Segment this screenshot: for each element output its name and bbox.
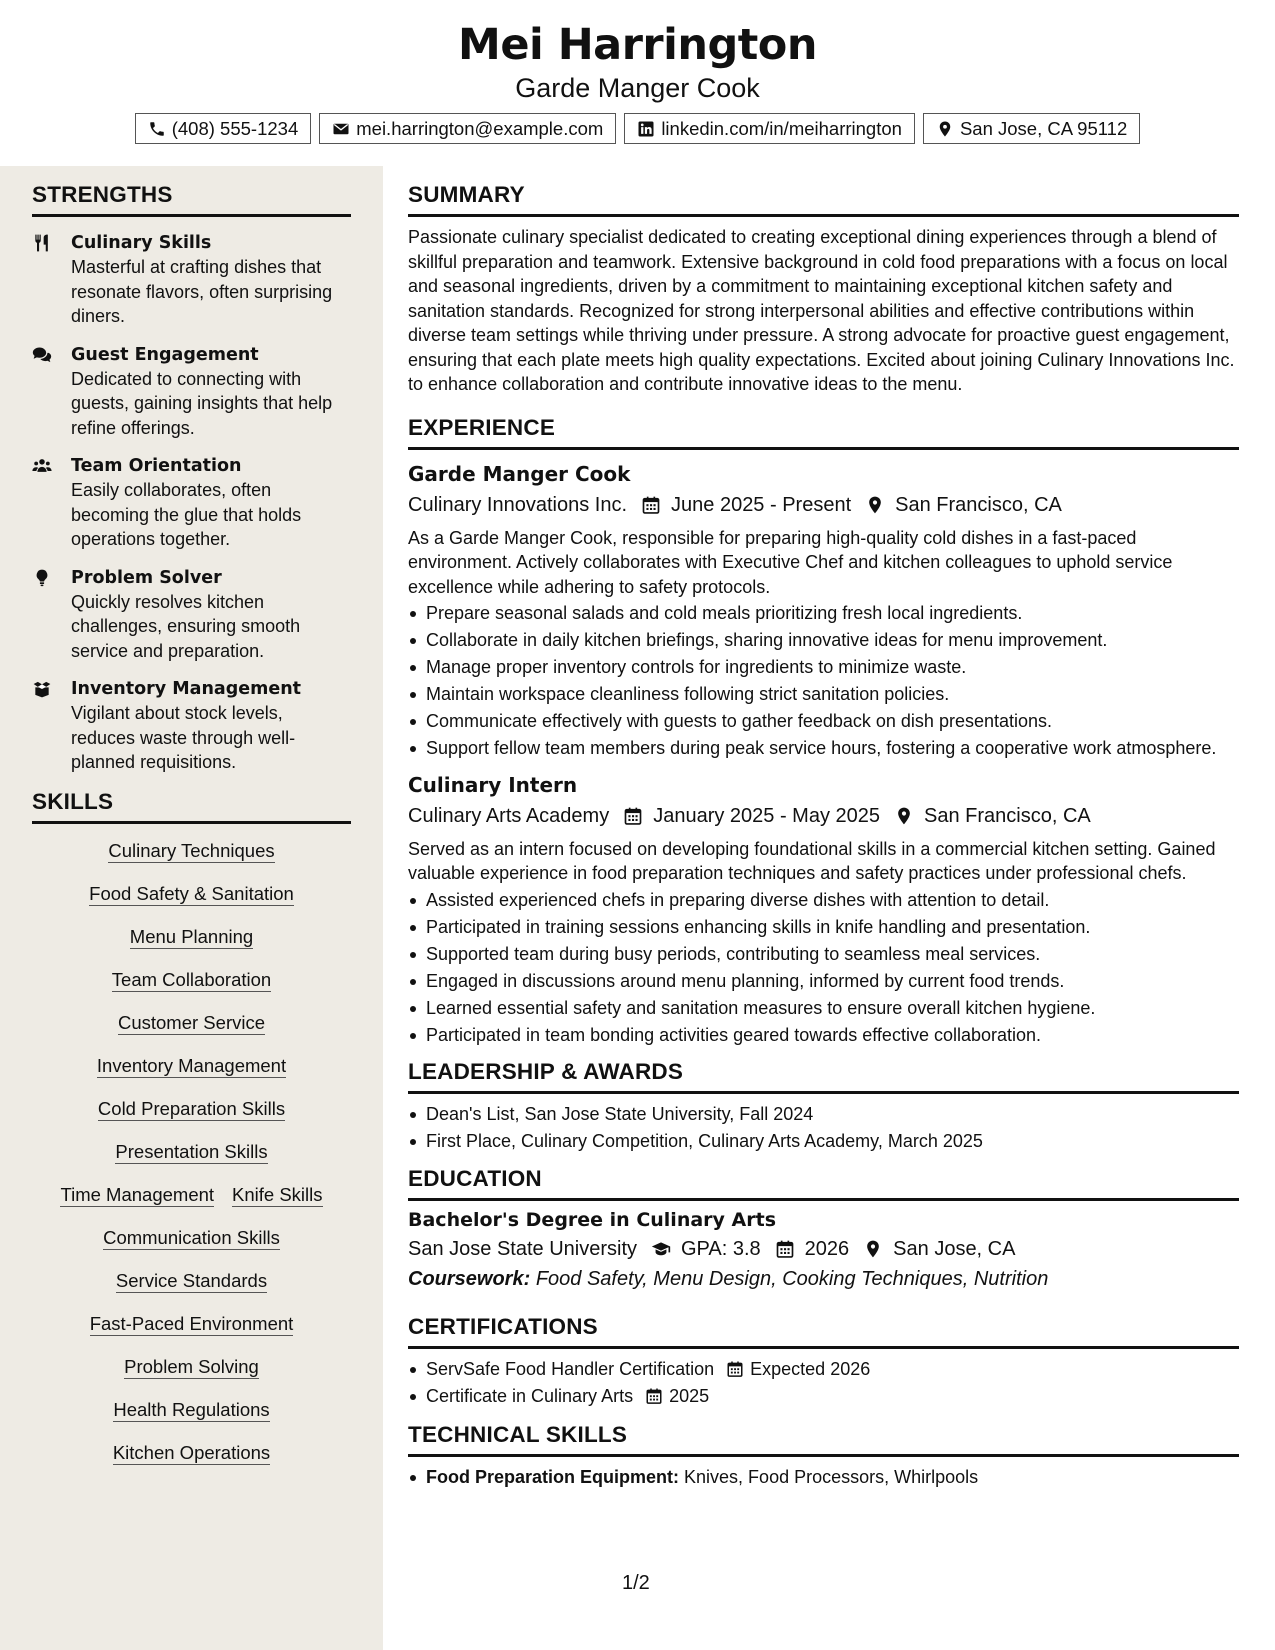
education-school	[408, 1234, 637, 1264]
skill-tag: Kitchen Operations	[112, 1441, 271, 1463]
main-column	[408, 166, 1239, 1492]
technical-label: Food Preparation Equipment:	[426, 1467, 680, 1487]
skill-tag: Menu Planning	[129, 925, 254, 947]
education-year	[775, 1234, 850, 1264]
skill-row	[32, 1354, 351, 1381]
job-company-text: Culinary Arts Academy	[408, 804, 610, 827]
skill-row	[32, 1225, 351, 1252]
list-item: Support fellow team members during peak service hours, fostering a cooperative work atmosphere.	[408, 736, 1239, 761]
contact-phone[interactable]	[135, 113, 312, 144]
skill-row	[32, 881, 351, 908]
strength-desc: Dedicated to connecting with guests, gaining insights that help refine offerings.	[71, 368, 333, 438]
contact-linkedin[interactable]	[624, 113, 915, 144]
education-heading: EDUCATION	[408, 1166, 1239, 1201]
skill-row	[32, 1053, 351, 1080]
list-item: Dean's List, San Jose State University, Fall 2024	[408, 1102, 1239, 1127]
technical-value: Knives, Food Processors, Whirlpools	[684, 1467, 979, 1487]
job-company	[408, 490, 627, 520]
skill-row	[32, 1182, 351, 1209]
awards-heading: LEADERSHIP & AWARDS	[408, 1059, 1239, 1094]
list-item	[408, 1384, 1239, 1409]
list-item: Prepare seasonal salads and cold meals prioritizing fresh local ingredients.	[408, 601, 1239, 626]
skill-tag: Knife Skills	[232, 1183, 323, 1205]
graduation-cap-icon	[651, 1239, 671, 1259]
job-title: Garde Manger Cook	[408, 461, 631, 486]
calendar-icon	[775, 1239, 795, 1259]
map-pin-icon	[865, 495, 885, 515]
strength-title: Team Orientation	[71, 456, 242, 476]
list-item: Manage proper inventory controls for ingredients to minimize waste.	[408, 655, 1239, 680]
skills-list	[32, 838, 351, 1483]
skill-tag: Food Safety & Sanitation	[89, 882, 294, 904]
summary-heading: SUMMARY	[408, 182, 1239, 217]
contact-email[interactable]	[319, 113, 616, 144]
job-dates	[641, 490, 851, 520]
phone-icon	[148, 120, 166, 138]
education-degree: Bachelor's Degree in Culinary Arts	[408, 1208, 777, 1231]
contact-phone-text: (408) 555-1234	[171, 117, 299, 139]
job-location	[894, 801, 1091, 831]
skill-tag: Customer Service	[117, 1011, 265, 1033]
job-title: Culinary Intern	[408, 772, 578, 797]
strength-desc: Masterful at crafting dishes that resonate flavors, often surprising diners.	[71, 257, 333, 326]
skill-tag: Health Regulations	[113, 1398, 270, 1420]
calendar-icon	[623, 806, 643, 826]
skill-tag: Communication Skills	[103, 1226, 280, 1248]
skill-row	[32, 1440, 351, 1467]
summary-text: Passionate culinary specialist dedicated to creating exceptional dining experiences through a blend of skillful preparation and teamwork. Extensive background in cold food preparations with a focus on local and seasonal ingredients, driven by a commitment to maintaining exceptional kitchen safety and sanitation standards. Recognized for strong interpersonal abilities and effective contributions within diverse team settings while thriving under pressure. A strong advocate for proactive guest engagement, ensuring that each plate meets high quality expectations. Excited about joining Culinary Innovations Inc. to enhance collaboration and contribute innovative ideas to the menu.	[408, 227, 1235, 394]
skill-row	[32, 967, 351, 994]
technical-skills-heading: TECHNICAL SKILLS	[408, 1422, 1239, 1457]
chat-bubbles-icon	[32, 345, 52, 365]
certifications-list	[408, 1357, 1239, 1409]
skill-tag: Fast-Paced Environment	[89, 1312, 294, 1334]
education-location-text: San Jose, CA	[893, 1237, 1016, 1260]
calendar-icon	[645, 1387, 663, 1405]
skills-heading: SKILLS	[32, 789, 351, 824]
skill-tag: Team Collaboration	[111, 968, 272, 990]
list-item: Maintain workspace cleanliness following strict sanitation policies.	[408, 682, 1239, 707]
strength-desc: Easily collaborates, often becoming the glue that holds operations together.	[71, 480, 302, 549]
skill-tag: Inventory Management	[96, 1054, 287, 1076]
skill-row	[32, 1010, 351, 1037]
lightbulb-icon	[32, 568, 52, 588]
strength-title: Culinary Skills	[71, 233, 212, 253]
education-meta	[408, 1234, 1239, 1264]
map-pin-icon	[894, 806, 914, 826]
skill-tag: Problem Solving	[124, 1355, 259, 1377]
candidate-name: Mei Harrington	[458, 20, 817, 70]
page-number: 1/2	[622, 1572, 650, 1594]
map-pin-icon	[936, 120, 954, 138]
job-description: As a Garde Manger Cook, responsible for preparing high-quality cold dishes in a fast-paced environment. Actively collaborates with Executive Chef and kitchen colleagues to uphold service excellence while adhering to safety protocols.	[408, 527, 1173, 597]
education-gpa-text: GPA: 3.8	[681, 1237, 761, 1260]
job-location-text: San Francisco, CA	[924, 804, 1091, 827]
strength-title: Problem Solver	[71, 567, 222, 588]
strength-item	[32, 677, 351, 775]
job-bullets	[408, 888, 1239, 1048]
strength-item	[32, 454, 351, 552]
contact-bar	[0, 113, 1275, 144]
job-entry	[408, 771, 1239, 1048]
users-icon	[32, 456, 52, 476]
coursework-text: Food Safety, Menu Design, Cooking Techniques, Nutrition	[535, 1267, 1049, 1290]
list-item: Participated in training sessions enhancing skills in knife handling and presentation.	[408, 915, 1239, 940]
strength-item	[32, 566, 351, 664]
list-item	[408, 1465, 1239, 1490]
skill-row	[32, 924, 351, 951]
job-company-text: Culinary Innovations Inc.	[408, 493, 628, 516]
list-item: Assisted experienced chefs in preparing diverse dishes with attention to detail.	[408, 888, 1239, 913]
skill-row	[32, 838, 351, 865]
cert-date: 2025	[669, 1385, 710, 1406]
envelope-icon	[332, 120, 350, 138]
resume-header	[0, 0, 1275, 166]
list-item: Engaged in discussions around menu planning, informed by current food trends.	[408, 969, 1239, 994]
strength-item	[32, 343, 351, 441]
experience-heading: EXPERIENCE	[408, 415, 1239, 450]
contact-email-text: mei.harrington@example.com	[356, 117, 604, 139]
list-item: Collaborate in daily kitchen briefings, sharing innovative ideas for menu improvement.	[408, 628, 1239, 653]
skill-tag: Time Management	[60, 1183, 215, 1205]
awards-list	[408, 1102, 1239, 1154]
map-pin-icon	[863, 1239, 883, 1259]
strength-desc: Vigilant about stock levels, reduces waste through well-planned requisitions.	[71, 703, 296, 772]
skill-tag: Culinary Techniques	[108, 839, 275, 861]
strength-desc: Quickly resolves kitchen challenges, ensuring smooth service and preparation.	[71, 591, 301, 661]
skill-row	[32, 1311, 351, 1338]
utensils-icon	[32, 233, 52, 253]
list-item: Participated in team bonding activities geared towards effective collaboration.	[408, 1023, 1239, 1048]
strength-title: Inventory Management	[71, 679, 302, 699]
skill-tag: Service Standards	[115, 1269, 268, 1291]
skill-row	[32, 1139, 351, 1166]
technical-skills-list	[408, 1465, 1239, 1490]
strength-item	[32, 231, 351, 329]
skill-tag: Presentation Skills	[115, 1140, 268, 1162]
contact-location[interactable]	[923, 113, 1140, 144]
calendar-icon	[641, 495, 661, 515]
cert-date: Expected 2026	[750, 1358, 871, 1379]
certifications-heading: CERTIFICATIONS	[408, 1314, 1239, 1349]
coursework-label: Coursework:	[408, 1267, 531, 1290]
contact-location-text: San Jose, CA 95112	[959, 117, 1128, 139]
candidate-role: Garde Manger Cook	[515, 73, 760, 103]
strength-title: Guest Engagement	[71, 344, 259, 365]
job-description: Served as an intern focused on developing foundational skills in a commercial kitchen setting. Gained valuable experience in food preparation techniques and safety practices under professional chefs.	[408, 838, 1216, 883]
skill-tag: Cold Preparation Skills	[97, 1097, 286, 1119]
contact-linkedin-text: linkedin.com/in/meiharrington	[661, 117, 902, 139]
list-item: Communicate effectively with guests to gather feedback on dish presentations.	[408, 709, 1239, 734]
list-item	[408, 1357, 1239, 1382]
list-item: First Place, Culinary Competition, Culinary Arts Academy, March 2025	[408, 1129, 1239, 1154]
strengths-list	[32, 231, 351, 775]
job-location-text: San Francisco, CA	[895, 493, 1062, 516]
job-meta	[408, 801, 1239, 831]
education-coursework	[408, 1264, 1239, 1294]
education-year-text: 2026	[804, 1237, 850, 1260]
job-company	[408, 801, 609, 831]
list-item: Supported team during busy periods, contributing to seamless meal services.	[408, 942, 1239, 967]
job-entry	[408, 460, 1239, 761]
job-dates-text: June 2025 - Present	[671, 493, 852, 516]
education-location	[863, 1234, 1015, 1264]
calendar-icon	[726, 1360, 744, 1378]
education-gpa	[651, 1234, 761, 1264]
job-bullets	[408, 601, 1239, 761]
job-location	[865, 490, 1062, 520]
sidebar	[0, 166, 383, 1650]
skill-row	[32, 1096, 351, 1123]
box-open-icon	[32, 679, 52, 699]
strengths-heading: STRENGTHS	[32, 182, 351, 217]
linkedin-icon	[637, 120, 655, 138]
job-dates	[623, 801, 880, 831]
cert-name: ServSafe Food Handler Certification	[426, 1358, 715, 1379]
job-meta	[408, 490, 1239, 520]
skill-row	[32, 1397, 351, 1424]
list-item: Learned essential safety and sanitation measures to ensure overall kitchen hygiene.	[408, 996, 1239, 1021]
cert-name: Certificate in Culinary Arts	[426, 1385, 634, 1406]
skill-row	[32, 1268, 351, 1295]
job-dates-text: January 2025 - May 2025	[653, 804, 881, 827]
education-school-text: San Jose State University	[408, 1237, 637, 1260]
